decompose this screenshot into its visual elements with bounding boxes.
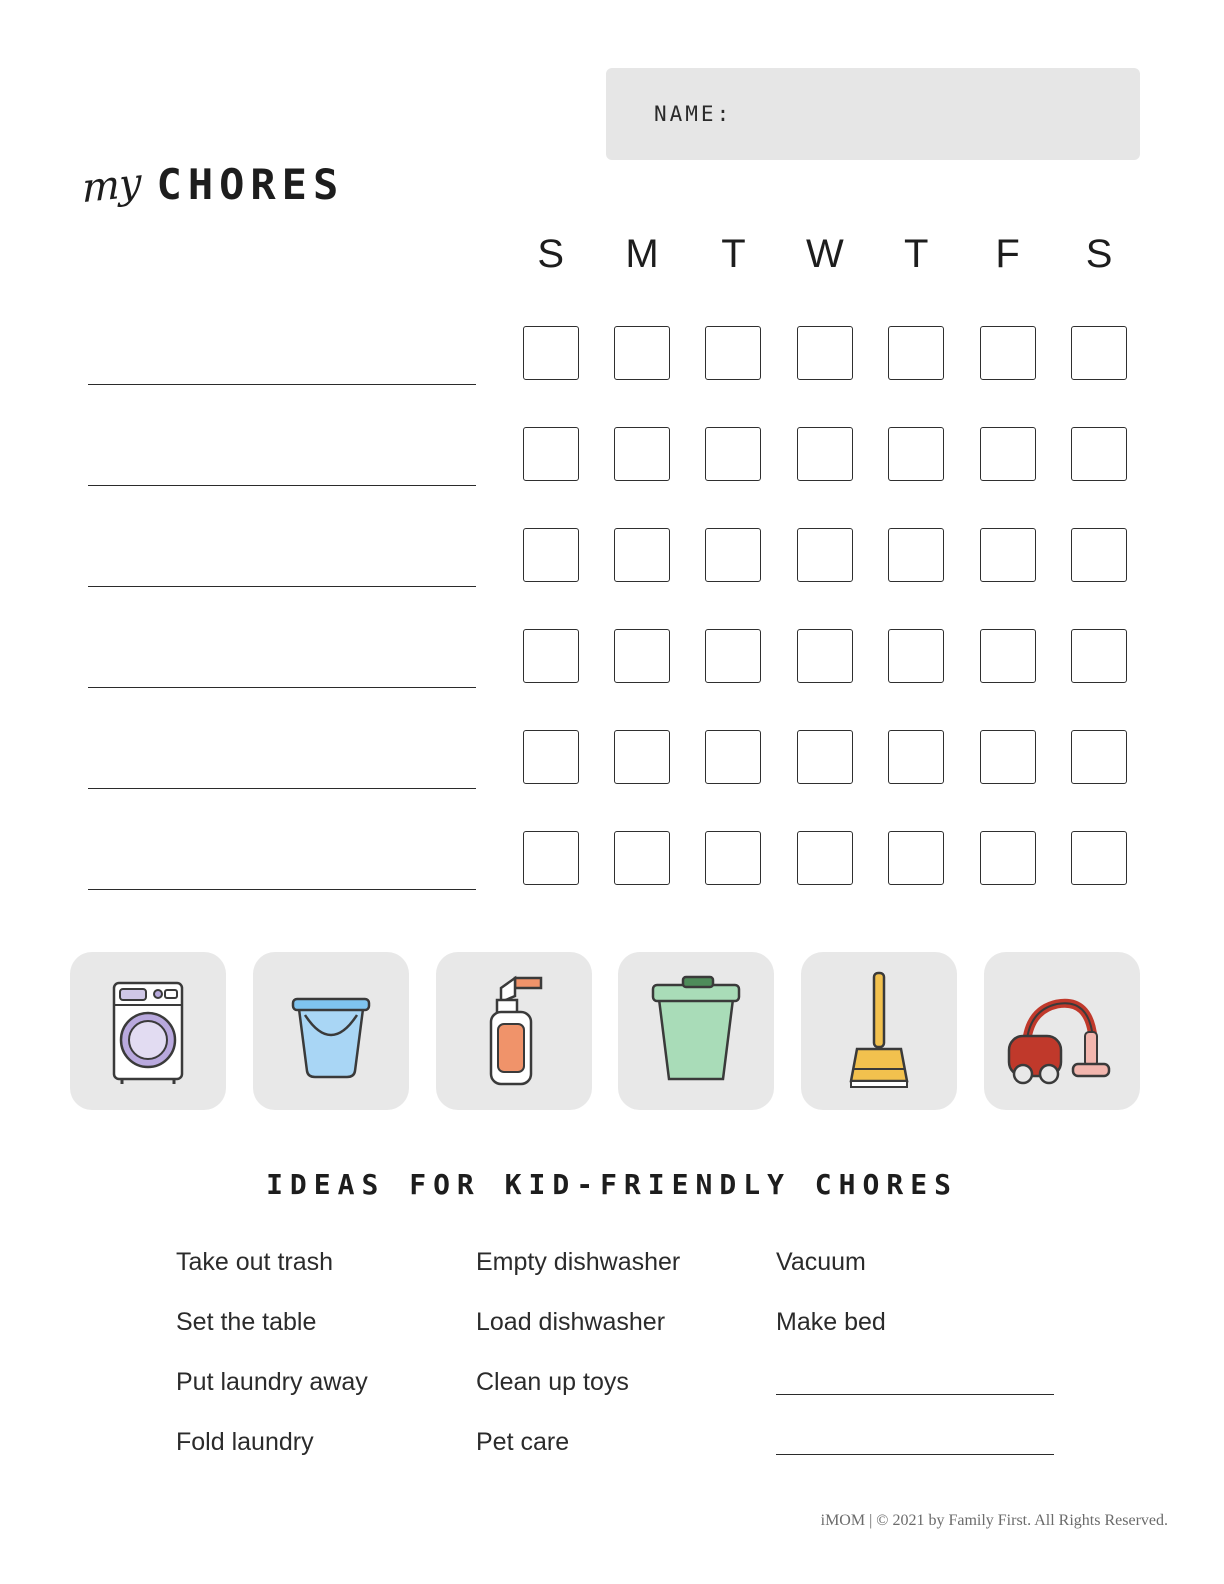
chore-checkbox[interactable]: [797, 629, 853, 683]
chore-checkbox[interactable]: [614, 629, 670, 683]
chore-row: [0, 625, 1224, 726]
chore-checkbox[interactable]: [523, 528, 579, 582]
checkbox-slot: [688, 427, 779, 481]
spray-bottle-icon: [471, 972, 557, 1090]
icon-tile-washing-machine: [70, 952, 226, 1110]
chore-row: [0, 726, 1224, 827]
chore-checkbox[interactable]: [980, 528, 1036, 582]
checkbox-slot: [1053, 427, 1144, 481]
idea-item: Vacuum: [776, 1248, 866, 1276]
chore-checkbox[interactable]: [523, 427, 579, 481]
checkbox-slot: [596, 831, 687, 885]
checkbox-slot: [962, 831, 1053, 885]
washing-machine-icon: [104, 977, 192, 1085]
chore-write-line[interactable]: [88, 889, 476, 890]
idea-item: Put laundry away: [176, 1368, 368, 1396]
chore-checkbox[interactable]: [614, 831, 670, 885]
chore-write-line[interactable]: [88, 687, 476, 688]
chore-checkbox[interactable]: [705, 528, 761, 582]
checkbox-slot: [688, 528, 779, 582]
weekday-tuesday: T: [721, 232, 746, 276]
icon-tile-vacuum: [984, 952, 1140, 1110]
idea-item: Load dishwasher: [476, 1308, 666, 1336]
checkbox-slot: [596, 629, 687, 683]
checkbox-slot: [962, 629, 1053, 683]
chore-checkbox[interactable]: [797, 528, 853, 582]
chore-checkbox[interactable]: [1071, 831, 1127, 885]
idea-item: Make bed: [776, 1308, 886, 1336]
chore-checkbox[interactable]: [705, 326, 761, 380]
checkbox-slot: [1053, 730, 1144, 784]
chore-checkbox[interactable]: [888, 730, 944, 784]
chore-checkbox[interactable]: [705, 730, 761, 784]
idea-item: Fold laundry: [176, 1428, 314, 1456]
chore-checkbox-group: [505, 629, 1145, 683]
chore-checkbox-group: [505, 427, 1145, 481]
idea-item: Take out trash: [176, 1248, 334, 1276]
chore-checkbox[interactable]: [523, 730, 579, 784]
chore-checkbox[interactable]: [523, 831, 579, 885]
checkbox-slot: [505, 629, 596, 683]
weekday-saturday: S: [1085, 232, 1113, 276]
checkbox-slot: [871, 629, 962, 683]
chore-icon-strip: [70, 952, 1140, 1110]
chore-checkbox[interactable]: [980, 730, 1036, 784]
chore-checkbox[interactable]: [523, 629, 579, 683]
chore-checkbox[interactable]: [614, 427, 670, 481]
checkbox-slot: [962, 326, 1053, 380]
icon-tile-trash-can: [618, 952, 774, 1110]
weekday-sunday: S: [537, 232, 565, 276]
ideas-column-2: [476, 1240, 776, 1480]
chore-checkbox[interactable]: [888, 629, 944, 683]
checkbox-slot: [688, 326, 779, 380]
chore-write-line[interactable]: [88, 788, 476, 789]
chore-checkbox[interactable]: [1071, 528, 1127, 582]
checkbox-slot: [779, 427, 870, 481]
checkbox-slot: [1053, 629, 1144, 683]
checkbox-slot: [505, 831, 596, 885]
idea-item: Clean up toys: [476, 1368, 629, 1396]
chore-checkbox[interactable]: [1071, 730, 1127, 784]
checkbox-slot: [871, 326, 962, 380]
chore-checkbox[interactable]: [980, 629, 1036, 683]
chore-row: [0, 322, 1224, 423]
checkbox-slot: [505, 730, 596, 784]
ideas-columns: [176, 1240, 1136, 1480]
page-title-script-word: my: [82, 159, 141, 213]
weekday-wednesday: W: [805, 232, 844, 276]
checkbox-slot: [596, 326, 687, 380]
chore-checkbox-group: [505, 528, 1145, 582]
checkbox-slot: [1053, 528, 1144, 582]
chore-checkbox[interactable]: [705, 427, 761, 481]
chore-checkbox[interactable]: [888, 427, 944, 481]
checkbox-slot: [688, 629, 779, 683]
checkbox-slot: [962, 730, 1053, 784]
chore-checkbox[interactable]: [705, 629, 761, 683]
checkbox-slot: [1053, 831, 1144, 885]
idea-item: Pet care: [476, 1428, 570, 1456]
broom-icon: [841, 969, 917, 1093]
weekday-monday: M: [625, 232, 659, 276]
chore-write-line[interactable]: [88, 485, 476, 486]
checkbox-slot: [596, 730, 687, 784]
chore-row: [0, 827, 1224, 928]
chore-checkbox[interactable]: [797, 831, 853, 885]
checkbox-slot: [779, 629, 870, 683]
page-title: [82, 159, 345, 213]
checkbox-slot: [871, 528, 962, 582]
checkbox-slot: [596, 528, 687, 582]
bucket-icon: [279, 979, 383, 1083]
chore-checkbox[interactable]: [1071, 427, 1127, 481]
chore-checkbox[interactable]: [1071, 629, 1127, 683]
vacuum-icon: [1003, 974, 1121, 1088]
chore-checkbox-group: [505, 831, 1145, 885]
chore-checkbox[interactable]: [797, 326, 853, 380]
checkbox-slot: [1053, 326, 1144, 380]
chore-write-line[interactable]: [88, 384, 476, 385]
chore-row: [0, 524, 1224, 625]
checkbox-slot: [505, 326, 596, 380]
checkbox-slot: [596, 427, 687, 481]
checkbox-slot: [871, 730, 962, 784]
idea-item: Empty dishwasher: [476, 1248, 681, 1276]
checkbox-slot: [779, 730, 870, 784]
chore-write-line[interactable]: [88, 586, 476, 587]
icon-tile-bucket: [253, 952, 409, 1110]
weekday-thursday: T: [904, 232, 929, 276]
chore-checkbox[interactable]: [523, 326, 579, 380]
chore-checkbox[interactable]: [1071, 326, 1127, 380]
chore-checkbox[interactable]: [980, 831, 1036, 885]
checkbox-slot: [962, 427, 1053, 481]
chore-checkbox[interactable]: [888, 528, 944, 582]
chore-checkbox[interactable]: [888, 831, 944, 885]
ideas-column-3: [776, 1240, 1076, 1480]
page-title-main-word: CHORES: [156, 160, 345, 209]
chore-checkbox[interactable]: [614, 730, 670, 784]
checkbox-slot: [688, 831, 779, 885]
trash-can-icon: [641, 975, 751, 1087]
checkbox-slot: [779, 326, 870, 380]
name-field-box[interactable]: [606, 68, 1140, 160]
chore-checkbox[interactable]: [614, 528, 670, 582]
chore-checkbox[interactable]: [797, 427, 853, 481]
footer-copyright: iMOM | © 2021 by Family First. All Rights Reserved.: [820, 1512, 1168, 1529]
chore-row: [0, 423, 1224, 524]
ideas-heading: IDEAS FOR KID-FRIENDLY CHORES: [266, 1168, 958, 1201]
chore-checkbox[interactable]: [888, 326, 944, 380]
icon-tile-broom: [801, 952, 957, 1110]
checkbox-slot: [505, 427, 596, 481]
checkbox-slot: [779, 528, 870, 582]
chore-grid: [0, 322, 1224, 928]
idea-write-line[interactable]: [776, 1420, 1076, 1480]
weekday-friday: F: [995, 232, 1020, 276]
checkbox-slot: [871, 427, 962, 481]
checkbox-slot: [688, 730, 779, 784]
chore-checkbox-group: [505, 326, 1145, 380]
ideas-column-1: [176, 1240, 476, 1480]
chore-checkbox[interactable]: [797, 730, 853, 784]
chore-checkbox[interactable]: [705, 831, 761, 885]
checkbox-slot: [871, 831, 962, 885]
chore-checkbox[interactable]: [614, 326, 670, 380]
idea-item: Set the table: [176, 1308, 317, 1336]
icon-tile-spray-bottle: [436, 952, 592, 1110]
name-label: NAME:: [654, 102, 733, 126]
chore-checkbox[interactable]: [980, 427, 1036, 481]
checkbox-slot: [962, 528, 1053, 582]
checkbox-slot: [779, 831, 870, 885]
idea-write-line[interactable]: [776, 1360, 1076, 1420]
chore-checkbox-group: [505, 730, 1145, 784]
weekday-header: [505, 232, 1145, 277]
checkbox-slot: [505, 528, 596, 582]
chore-checkbox[interactable]: [980, 326, 1036, 380]
